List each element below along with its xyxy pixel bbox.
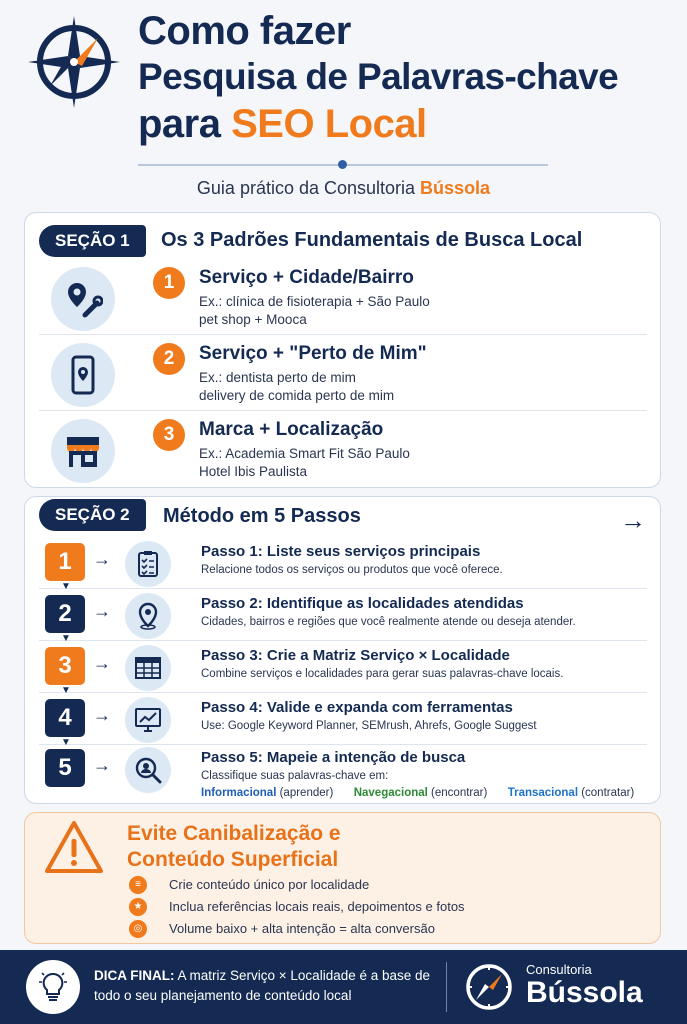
warning-title-line-2: Conteúdo Superficial bbox=[127, 848, 339, 871]
pattern-title: Serviço + Cidade/Bairro bbox=[199, 267, 414, 288]
subtitle-prefix: Guia prático da Consultoria bbox=[196, 178, 421, 198]
warning-item-text: Inclua referências locais reais, depoimentos e fotos bbox=[169, 899, 465, 914]
section-1-pill: SEÇÃO 1 bbox=[39, 225, 146, 257]
tip-label: DICA FINAL: bbox=[94, 968, 175, 983]
pattern-example-line-2: pet shop + Mooca bbox=[199, 312, 307, 327]
pattern-title: Serviço + "Perto de Mim" bbox=[199, 343, 427, 364]
step-title: Passo 1: Liste seus serviços principais bbox=[201, 543, 481, 560]
pattern-item-3 bbox=[39, 413, 647, 487]
arrow-icon: → bbox=[93, 705, 111, 725]
arrow-icon: → bbox=[93, 755, 111, 775]
warning-title bbox=[127, 821, 341, 873]
pattern-example bbox=[199, 293, 430, 329]
arrow-right-icon: → bbox=[620, 505, 646, 535]
section-1-title: Os 3 Padrões Fundamentais de Busca Local bbox=[161, 229, 583, 251]
pattern-example-line-1: Ex.: clínica de fisioterapia + São Paulo bbox=[199, 294, 430, 309]
table-grid-icon bbox=[125, 645, 171, 691]
title-highlight: SEO Local bbox=[231, 102, 427, 146]
warning-item-text: Crie conteúdo único por localidade bbox=[169, 877, 370, 892]
arrow-icon: → bbox=[93, 549, 111, 569]
footer-brand-big: Bússola bbox=[526, 976, 643, 1009]
tip-text: A matriz Serviço × Localidade é a base de todo o seu planejamento de conteúdo local bbox=[94, 968, 431, 1003]
section-1-card bbox=[24, 212, 661, 488]
footer-divider bbox=[446, 962, 447, 1012]
pattern-number: 3 bbox=[153, 419, 185, 451]
pattern-number: 2 bbox=[153, 343, 185, 375]
step-item-2 bbox=[39, 589, 647, 644]
pattern-example-line-2: delivery de comida perto de mim bbox=[199, 388, 395, 403]
checklist-icon bbox=[125, 541, 171, 587]
document-icon: ≡ bbox=[129, 876, 147, 894]
pattern-title: Marca + Localização bbox=[199, 419, 384, 440]
step-description: Classifique suas palavras-chave em: bbox=[201, 770, 389, 782]
step-title: Passo 2: Identifique as localidades atendidas bbox=[201, 595, 524, 612]
warning-icon bbox=[43, 819, 105, 877]
intent-legend bbox=[201, 787, 634, 799]
section-2-pill: SEÇÃO 2 bbox=[39, 499, 146, 531]
target-icon: ◎ bbox=[129, 920, 147, 938]
step-number: 4 bbox=[45, 699, 85, 737]
pattern-item-1 bbox=[39, 261, 647, 335]
down-arrow-icon: ▼ bbox=[61, 737, 71, 748]
down-arrow-icon: ▼ bbox=[61, 633, 71, 644]
footer bbox=[0, 950, 687, 1024]
intent-informational: Informacional bbox=[201, 787, 277, 799]
step-number: 5 bbox=[45, 749, 85, 787]
subtitle-brand: Bússola bbox=[420, 178, 491, 198]
pattern-example-line-2: Hotel Ibis Paulista bbox=[199, 464, 308, 479]
pattern-example bbox=[199, 445, 410, 481]
intent-transactional: Transacional bbox=[507, 787, 579, 799]
smartphone-pin-icon bbox=[51, 343, 115, 407]
pattern-item-2 bbox=[39, 337, 647, 411]
step-number: 2 bbox=[45, 595, 85, 633]
step-description: Relacione todos os serviços ou produtos que você oferece. bbox=[201, 564, 503, 576]
page-title bbox=[138, 8, 678, 148]
footer-brand-small: Consultoria bbox=[526, 962, 592, 977]
section-2-title: Método em 5 Passos bbox=[163, 505, 361, 527]
title-line-2: Pesquisa de Palavras-chave bbox=[138, 56, 619, 97]
pattern-example-line-1: Ex.: dentista perto de mim bbox=[199, 370, 356, 385]
pattern-example-line-1: Ex.: Academia Smart Fit São Paulo bbox=[199, 446, 410, 461]
step-item-5 bbox=[39, 743, 647, 803]
subtitle bbox=[0, 178, 687, 199]
magnifier-person-icon bbox=[125, 747, 171, 793]
warning-item-text: Volume baixo + alta intenção = alta conversão bbox=[169, 921, 435, 936]
lightbulb-icon bbox=[26, 960, 80, 1014]
step-item-3 bbox=[39, 641, 647, 696]
title-line-3 bbox=[138, 100, 678, 148]
header bbox=[0, 0, 687, 212]
warning-title-line-1: Evite Canibalização e bbox=[127, 822, 341, 845]
compass-logo-icon bbox=[26, 14, 122, 110]
title-line-3-prefix: para bbox=[138, 102, 232, 146]
map-pin-icon bbox=[125, 593, 171, 639]
final-tip bbox=[94, 966, 434, 1006]
intent-informational-note: (aprender) bbox=[276, 787, 334, 799]
step-title: Passo 5: Mapeie a intenção de busca bbox=[201, 749, 466, 766]
pattern-number: 1 bbox=[153, 267, 185, 299]
down-arrow-icon: ▼ bbox=[61, 581, 71, 592]
monitor-chart-icon bbox=[125, 697, 171, 743]
footer-brand bbox=[526, 962, 643, 1009]
step-title: Passo 4: Valide e expanda com ferramentas bbox=[201, 699, 513, 716]
step-number: 3 bbox=[45, 647, 85, 685]
step-description: Use: Google Keyword Planner, SEMrush, Ahrefs, Google Suggest bbox=[201, 720, 537, 732]
step-description: Cidades, bairros e regiões que você realmente atende ou deseja atender. bbox=[201, 616, 576, 628]
step-item-4 bbox=[39, 693, 647, 748]
title-line-1: Como fazer bbox=[138, 9, 351, 53]
storefront-icon bbox=[51, 419, 115, 483]
down-arrow-icon: ▼ bbox=[61, 685, 71, 696]
compass-logo-icon bbox=[464, 962, 514, 1012]
warning-card bbox=[24, 812, 661, 944]
intent-navigational-note: (encontrar) bbox=[427, 787, 488, 799]
star-icon: ★ bbox=[129, 898, 147, 916]
step-number: 1 bbox=[45, 543, 85, 581]
section-2-card bbox=[24, 496, 661, 804]
step-description: Combine serviços e localidades para gerar suas palavras-chave locais. bbox=[201, 668, 564, 680]
arrow-icon: → bbox=[93, 653, 111, 673]
intent-transactional-note: (contratar) bbox=[578, 787, 635, 799]
step-title: Passo 3: Crie a Matriz Serviço × Localidade bbox=[201, 647, 510, 664]
location-wrench-icon bbox=[51, 267, 115, 331]
step-item-1 bbox=[39, 537, 647, 592]
arrow-icon: → bbox=[93, 601, 111, 621]
divider-dot bbox=[338, 160, 347, 169]
pattern-example bbox=[199, 369, 394, 405]
intent-navigational: Navegacional bbox=[353, 787, 428, 799]
